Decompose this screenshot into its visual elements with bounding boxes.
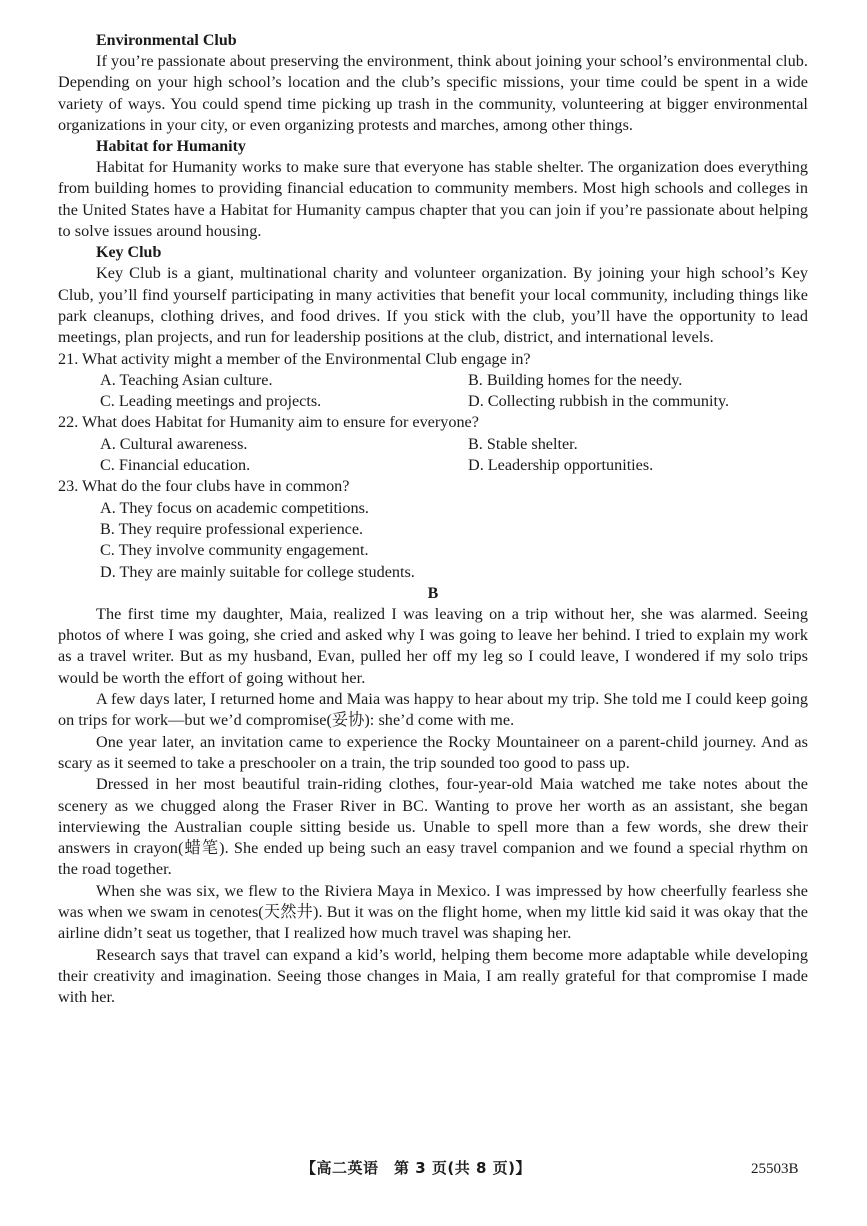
club-description: Key Club is a giant, multinational charity and volunteer organization. By joining your high school’s Key Club, you’ll find yourself participating in many activities that benefit your local community, including things like park cleanups, clothing drives, and food drives. If you stick with the club, you’ll have the opportunity to lead meetings, plan projects, and run for leadership positions at the club, district, and international levels. [58,264,808,347]
question-stem [58,412,808,433]
club-title: Environmental Club [96,32,237,49]
exam-code: 25503B [751,1161,799,1177]
question-23 [58,476,808,582]
club-environmental [58,30,808,136]
club-description: Habitat for Humanity works to make sure that everyone has stable shelter. The organization does everything from building homes to providing financial education to community members. Most high schools and colleges in the United States have a Habitat for Humanity campus chapter that you can join if you’re passionate about helping to solve issues around housing. [58,158,808,241]
passage-paragraph: Dressed in her most beautiful train-riding clothes, four-year-old Maia watched me take notes about the scenery as we chugged along the Fraser River in BC. Wanting to prove her worth as an assistant, she began interviewing the Australian couple sitting beside us. Unable to spell more than a few words, she drew their answers in crayon(蜡笔). She ended up being such an easy travel companion and we found a special rhythm on the road together. [58,775,808,879]
page-info: 【高二英语 第 3 页(共 8 页)】 [301,1159,531,1177]
question-number: 21. [58,349,79,368]
club-habitat [58,136,808,242]
passage-paragraph: When she was six, we flew to the Riviera Maya in Mexico. I was impressed by how cheerfully fearless she was when we swam in cenotes(天然井). But it was on the flight home, when my little kid said it was okay that the airline didn’t seat us together, that I realized how much travel was shaping her. [58,881,808,943]
exam-page [58,30,808,1008]
options [58,498,808,583]
passage-paragraph: The first time my daughter, Maia, realized I was leaving on a trip without her, she was alarmed. Seeing photos of where I was going, she cried and asked why I was going to leave her behind. I tried to explain my work as a travel writer. But as my husband, Evan, pulled her off my leg so I could leave, I wondered if my solo trips would be worth the effort of going without her. [58,604,808,687]
options [58,434,808,477]
option-d[interactable]: D. Collecting rubbish in the community. [468,392,730,411]
club-title: Key Club [96,244,162,262]
option-c[interactable]: C. Leading meetings and projects. [100,392,322,411]
club-key [58,242,808,348]
question-text: What activity might a member of the Environmental Club engage in? [82,349,531,368]
option-a[interactable]: A. Cultural awareness. [100,434,248,453]
question-number: 22. [58,413,79,432]
passage-paragraph: One year later, an invitation came to experience the Rocky Mountaineer on a parent-child journey. And as scary as it seemed to take a preschooler on a train, the trip sounded too good to pass up. [58,732,808,772]
question-21 [58,349,808,413]
passage-paragraph: A few days later, I returned home and Maia was happy to hear about my trip. She told me I could keep going on trips for work—but we’d compromise(妥协): she’d come with me. [58,690,808,730]
club-description: If you’re passionate about preserving the environment, think about joining your school’s environmental club. Depending on your high school’s location and the club’s specific missions, your time could be spent in a wide variety of ways. You could spend time picking up trash in the community, volunteering at bigger environmental organizations in your city, or even organizing protests and marches, among other things. [58,52,808,134]
club-title: Habitat for Humanity [96,138,246,156]
passage-b [58,604,808,1009]
option-d[interactable]: D. They are mainly suitable for college students. [100,562,415,581]
option-d[interactable]: D. Leadership opportunities. [468,456,654,475]
question-number: 23. [58,477,79,496]
passage-paragraph: Research says that travel can expand a kid’s world, helping them become more adaptable while developing their creativity and imagination. Seeing those changes in Maia, I am really grateful for that compromise I made with her. [58,945,808,1007]
option-c[interactable]: C. They involve community engagement. [100,541,369,560]
question-text: What do the four clubs have in common? [82,477,350,496]
question-stem [58,349,808,370]
option-c[interactable]: C. Financial education. [100,456,251,475]
option-a[interactable]: A. They focus on academic competitions. [100,498,369,517]
option-b[interactable]: B. Stable shelter. [468,434,578,453]
section-label-b: B [427,584,439,602]
page-footer [0,1157,867,1181]
options [58,370,808,413]
question-text: What does Habitat for Humanity aim to ensure for everyone? [82,413,479,432]
question-stem [58,476,808,497]
option-a[interactable]: A. Teaching Asian culture. [100,370,273,389]
question-22 [58,412,808,476]
option-b[interactable]: B. They require professional experience. [100,519,364,538]
option-b[interactable]: B. Building homes for the needy. [468,370,683,389]
